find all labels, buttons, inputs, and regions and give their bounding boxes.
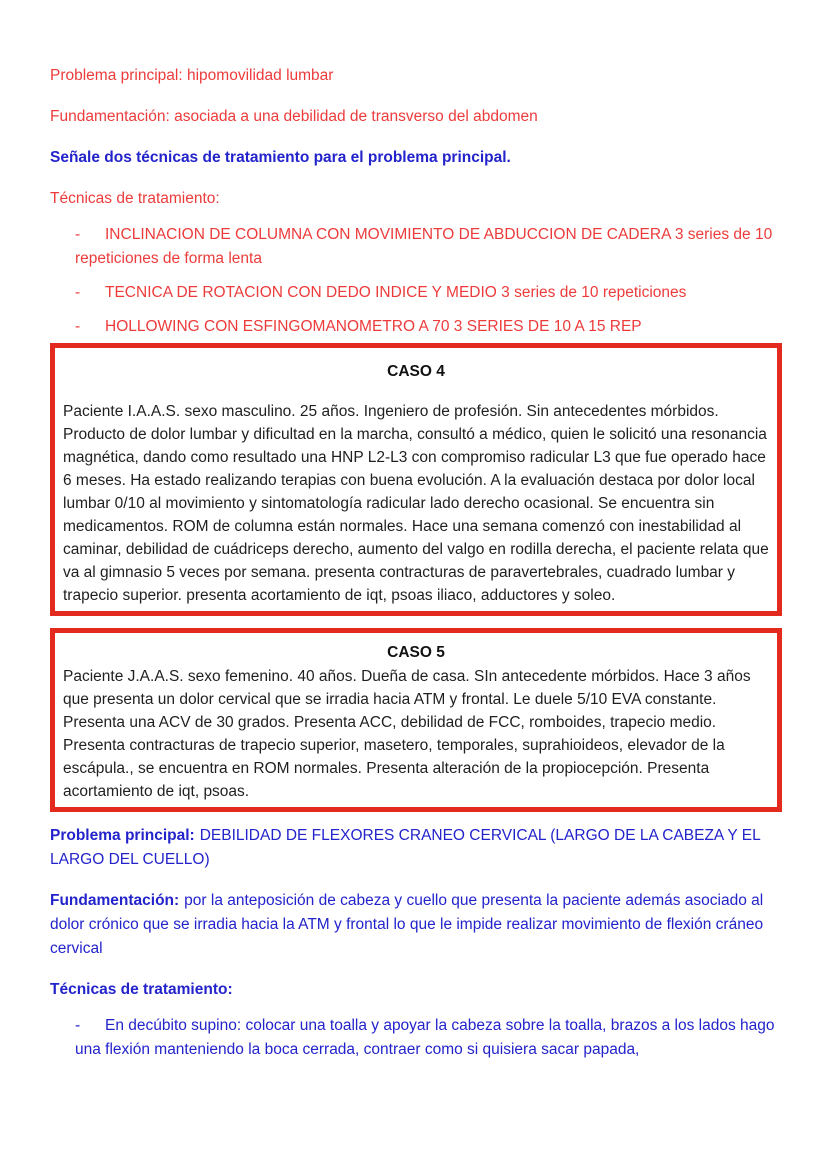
bullet-text: TECNICA DE ROTACION CON DEDO INDICE Y MEDIO 3 series de 10 repeticiones bbox=[105, 284, 687, 301]
caso4-body: Paciente I.A.A.S. sexo masculino. 25 años. Ingeniero de profesión. Sin antecedentes mórbidos. Producto de dolor lumbar y dificultad en la marcha, consultó a médico, quien le solicitó una resonancia magnética, dando como resultado una HNP L2-L3 con compromiso radicular L3 que fue operado hace 6 meses. Ha estado realizando terapias con buena evolución. A la evaluación destaca por dolor local lumbar 0/10 al movimiento y sintomatología radicular lado derecho ocasional. Se encuentra sin medicamentos. ROM de columna están normales. Hace una semana comenzó con inestabilidad al caminar, debilidad de cuádriceps derecho, aumento del valgo en rodilla derecha, el paciente relata que va al gimnasio 5 veces por semana. presenta contracturas de paravertebrales, cuadrado lumbar y trapecio superior. presenta acortamiento de iqt, psoas iliaco, adductores y soleo. bbox=[63, 403, 769, 604]
bullet-item-3 bbox=[50, 315, 782, 339]
caso4-box bbox=[50, 343, 782, 616]
caso5-body-paragraph-2: Presenta una ACV de 30 grados. Presenta ACC, debilidad de FCC, romboides, trapecio medio. Presenta contracturas de trapecio superior, masetero, temporales, suprahioideos, elevador de la escápula., se encuentra en ROM normales. Presenta alteración de la propiocepción. Presenta acortamiento de iqt, psoas. bbox=[63, 714, 725, 800]
problema-principal-2-text: DEBILIDAD DE FLEXORES CRANEO CERVICAL (LARGO DE LA CABEZA Y EL LARGO DEL CUELLO) bbox=[50, 827, 761, 868]
caso5-title: CASO 5 bbox=[387, 644, 445, 661]
caso5-box bbox=[50, 628, 782, 812]
fundamentacion-2-label: Fundamentación: bbox=[50, 892, 180, 909]
caso4-title: CASO 4 bbox=[387, 363, 445, 380]
tecnicas-label-2: Técnicas de tratamiento: bbox=[50, 981, 233, 998]
fundamentacion-1: Fundamentación: asociada a una debilidad de transverso del abdomen bbox=[50, 108, 538, 125]
problema-principal-2 bbox=[50, 824, 782, 872]
bullet-text: HOLLOWING CON ESFINGOMANOMETRO A 70 3 SERIES DE 10 A 15 REP bbox=[105, 318, 642, 335]
bullet-item-1 bbox=[50, 223, 782, 271]
bullet-text: INCLINACION DE COLUMNA CON MOVIMIENTO DE ABDUCCION DE CADERA 3 series de 10 repeticiones de forma lenta bbox=[75, 226, 773, 267]
tecnicas-label-1: Técnicas de tratamiento: bbox=[50, 190, 220, 207]
bullet-item-2 bbox=[50, 281, 782, 305]
bullet-dash: - bbox=[75, 318, 81, 335]
fundamentacion-2 bbox=[50, 889, 782, 961]
bullet-dash: - bbox=[75, 226, 81, 243]
bullet-dash: - bbox=[75, 284, 81, 301]
fundamentacion-2-text: por la anteposición de cabeza y cuello que presenta la paciente además asociado al dolor crónico que se irradia hacia la ATM y frontal lo que le impide realizar movimiento de flexión cráneo cervical bbox=[50, 892, 764, 957]
caso5-body-paragraph-1: Paciente J.A.A.S. sexo femenino. 40 años. Dueña de casa. SIn antecedente mórbidos. Hace 3 años que presenta un dolor cervical que se irradia hacia ATM y frontal. Le duele 5/10 EVA constante. bbox=[63, 668, 751, 708]
bullet-text: En decúbito supino: colocar una toalla y apoyar la cabeza sobre la toalla, brazos a los lados hago una flexión manteniendo la boca cerrada, contraer como si quisiera sacar papada, bbox=[75, 1017, 775, 1058]
bullet-item-4 bbox=[50, 1014, 782, 1062]
problema-principal-1: Problema principal: hipomovilidad lumbar bbox=[50, 67, 334, 84]
senale-heading: Señale dos técnicas de tratamiento para el problema principal. bbox=[50, 149, 511, 166]
bullet-dash: - bbox=[75, 1017, 81, 1034]
problema-principal-2-label: Problema principal: bbox=[50, 827, 195, 844]
